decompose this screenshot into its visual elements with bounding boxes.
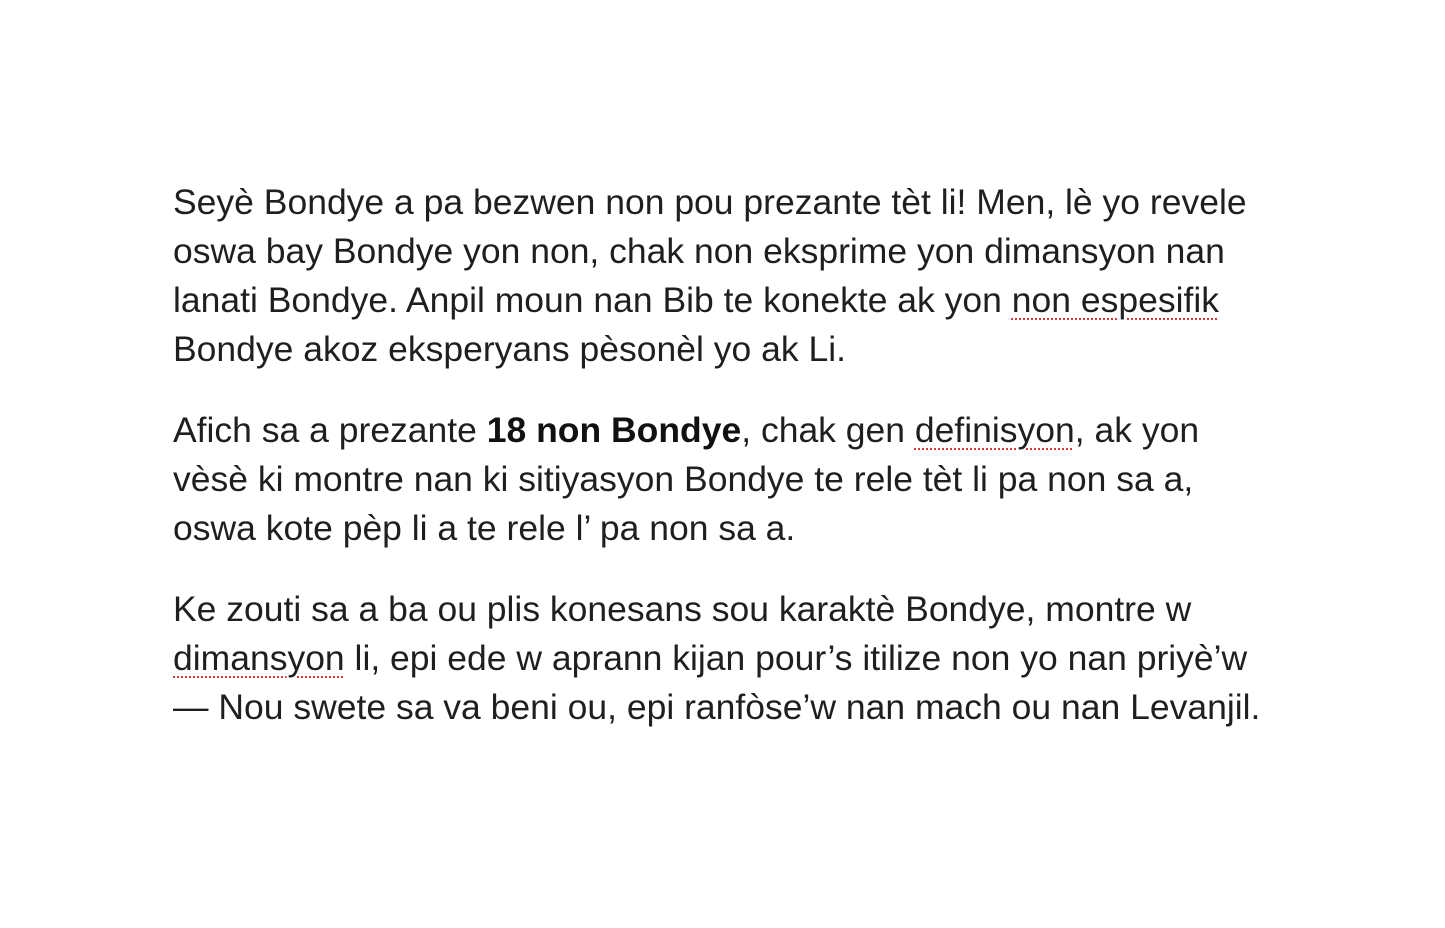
paragraph-text: , chak gen — [741, 410, 915, 450]
bold-emphasis: 18 non Bondye — [486, 410, 742, 450]
paragraph-text: Bondye akoz eksperyans pèsonèl yo ak Li. — [173, 329, 846, 369]
spellcheck-flagged-word[interactable]: definisyon — [914, 410, 1075, 450]
paragraph-intro — [173, 178, 1283, 374]
paragraph-blessing — [173, 585, 1283, 732]
paragraph-text: li, epi ede w aprann kijan pour’s itilize non yo nan priyè’w — Nou swete sa va beni ou, epi ranfòse’w nan mach ou nan Levanjil. — [173, 638, 1261, 727]
paragraph-text: Seyè Bondye a pa bezwen non pou prezante tèt li! Men, lè yo revele oswa bay Bondye yon non, chak non eksprime yon dimansyon nan lanati Bondye. Anpil moun nan Bib te konekte ak yon — [173, 182, 1247, 320]
paragraph-text: , ak yon vèsè ki montre nan ki sitiyasyon Bondye te rele tèt li pa non sa a, oswa kote pèp li a te rele l’ pa non sa a. — [173, 410, 1200, 548]
spellcheck-flagged-word[interactable]: non espesifik — [1011, 280, 1219, 320]
document-body — [173, 178, 1283, 732]
paragraph-text: Ke zouti sa a ba ou plis konesans sou karaktè Bondye, montre w — [173, 589, 1192, 629]
paragraph-poster-description — [173, 406, 1283, 553]
paragraph-text: Afich sa a prezante — [173, 410, 487, 450]
spellcheck-flagged-word[interactable]: dimansyon — [173, 638, 345, 678]
